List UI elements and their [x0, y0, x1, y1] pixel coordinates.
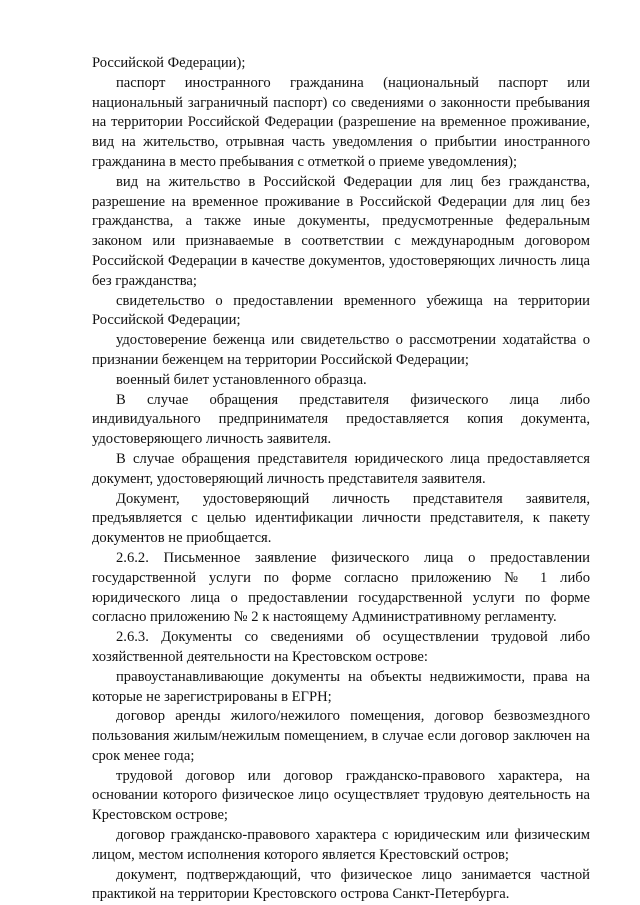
paragraph-10: 2.6.2. Письменное заявление физического лица о предоставлении государственной услуги по форме согласно приложению № 1 либо юридического лица о предоставлении государственной услуги по форме согласно приложению № 2 к настоящему Административному регламенту. [92, 549, 590, 626]
paragraph-9: Документ, удостоверяющий личность представителя заявителя, предъявляется с целью идентификации личности представителя, к пакету документов не приобщается. [92, 490, 590, 547]
paragraph-1: Российской Федерации); [92, 55, 246, 71]
paragraph-11: 2.6.3. Документы со сведениями об осуществлении трудовой либо хозяйственной деятельности на Крестовском острове: [92, 629, 590, 665]
paragraph-16: документ, подтверждающий, что физическое лицо занимается частной практикой на территории Крестовского острова Санкт-Петербурга. [92, 866, 590, 903]
paragraph-5: удостоверение беженца или свидетельство о рассмотрении ходатайства о признании беженцем на территории Российской Федерации; [92, 332, 590, 368]
paragraph-2: паспорт иностранного гражданина (национальный паспорт или национальный заграничный паспорт) со сведениями о законности пребывания на территории Российской Федерации (разрешение на временное проживание, вид на жительство, отрывная часть уведомления о прибытии иностранного гражданина в место пребывания с отметкой о приеме уведомления); [92, 74, 590, 170]
paragraph-13: договор аренды жилого/нежилого помещения, договор безвозмездного пользования жилым/нежилым помещением, в случае если договор заключен на срок менее года; [92, 708, 590, 764]
paragraph-7: В случае обращения представителя физического лица либо индивидуального предпринимателя предоставляется копия документа, удостоверяющего личность заявителя. [92, 391, 590, 448]
paragraph-15: договор гражданско-правового характера с юридическим или физическим лицом, местом исполнения которого является Крестовский остров; [92, 827, 590, 863]
paragraph-14: трудовой договор или договор гражданско-правового характера, на основании которого физическое лицо осуществляет трудовую деятельность на Крестовском острове; [92, 767, 590, 824]
paragraph-12: правоустанавливающие документы на объекты недвижимости, права на которые не зарегистрированы в ЕГРН; [92, 668, 590, 705]
paragraph-3: вид на жительство в Российской Федерации для лиц без гражданства, разрешение на временное проживание в Российской Федерации для лиц без гражданства, а также иные документы, предусмотренные федеральным законом или признаваемые в соответствии с международным договором Российской Федерации в качестве документов, удостоверяющих личность лица без гражданства; [92, 173, 590, 289]
document-body [92, 54, 590, 905]
paragraph-6: военный билет установленного образца. [116, 371, 367, 388]
paragraph-4: свидетельство о предоставлении временного убежища на территории Российской Федерации; [92, 292, 590, 329]
paragraph-8: В случае обращения представителя юридического лица предоставляется документ, удостоверяющий личность представителя заявителя. [92, 450, 590, 487]
